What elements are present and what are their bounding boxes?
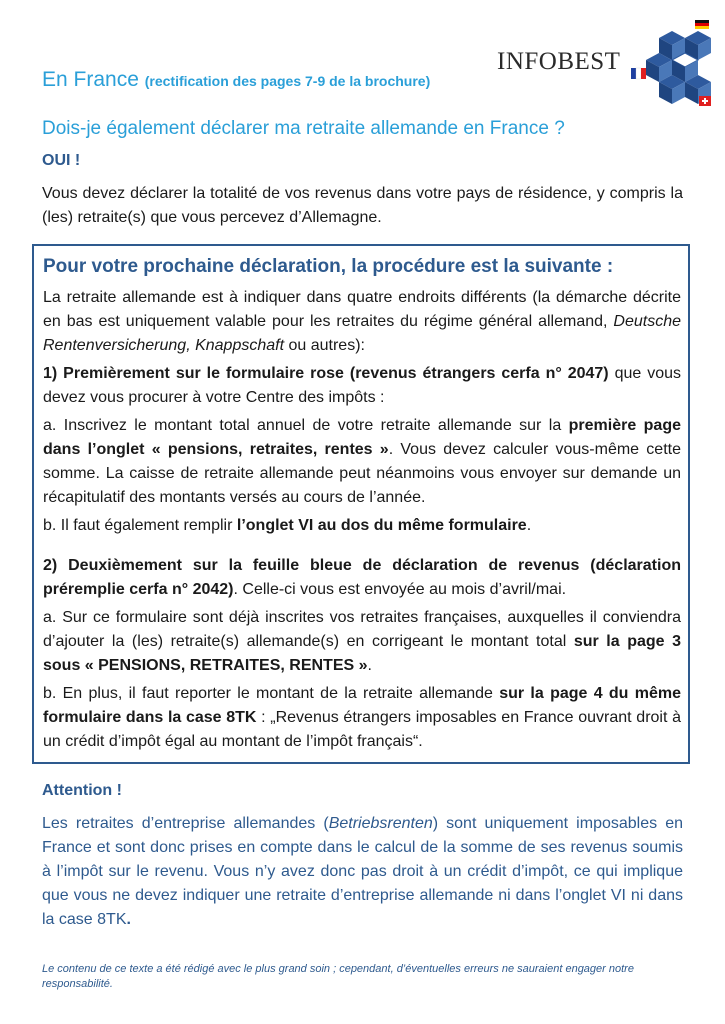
- answer-label: OUI !: [42, 152, 81, 169]
- page-title: [42, 68, 430, 92]
- disclaimer-footer: Le contenu de ce texte a été rédigé avec le plus grand soin ; cependant, d’éventuelles erreurs ne sauraient engager notre responsabilité.: [42, 963, 634, 990]
- step-1a: a. Inscrivez le montant total annuel de votre retraite allemande sur la première page dans l’onglet « pensions, retraites, rentes ». Vous devez calculer vous-même cette somme. La caisse de retraite allemande peut néanmoins vous envoyer sur demande un récapitulatif des montants versés au cours de l’année.: [43, 417, 681, 506]
- step-2a: a. Sur ce formulaire sont déjà inscrites vos retraites françaises, auxquelles il conviendra d’ajouter la (les) retraite(s) allemande(s) en corrigeant le montant total sur la page 3 sous « PENSIONS, RETRAITES, RENTES ».: [43, 609, 682, 674]
- page-title-sub: (rectification des pages 7-9 de la brochure): [144, 73, 431, 89]
- procedure-intro: La retraite allemande est à indiquer dans quatre endroits différents (la démarche décrite en bas est uniquement valable pour les retraites du régime général allemand, Deutsche Rentenversicherung, Knappschaft ou autres):: [43, 289, 681, 354]
- step-1b: b. Il faut également remplir l’onglet VI au dos du même formulaire.: [43, 517, 532, 534]
- attention-heading: Attention !: [42, 782, 122, 799]
- infobest-cube-logo-icon: [629, 18, 715, 108]
- step-2b: b. En plus, il faut reporter le montant de la retraite allemande sur la page 4 du même formulaire dans la case 8TK : „Revenus étrangers imposables en France ouvrant droit à un crédit d’impôt égal au montant de l’impôt français“.: [43, 685, 682, 750]
- attention-paragraph: Les retraites d’entreprise allemandes (Betriebsrenten) sont uniquement imposables en France et sont donc prises en compte dans le calcul de la somme de ses revenus soumis à l’impôt sur le revenu. Vous n’y avez donc pas droit à un crédit d’impôt, ce qui implique que vous ne devez indiquer une retraite d’entreprise allemande ni dans l’onglet VI ni dans la case 8TK.: [42, 815, 683, 928]
- step-2: 2) Deuxièmement sur la feuille bleue de déclaration de revenus (déclaration préremplie cerfa n° 2042). Celle-ci vous est envoyée au mois d’avril/mai.: [43, 557, 681, 598]
- procedure-title: Pour votre prochaine déclaration, la procédure est la suivante :: [43, 256, 614, 277]
- procedure-box: [32, 244, 690, 764]
- page-title-main: En France: [42, 68, 139, 91]
- step-1: 1) Premièrement sur le formulaire rose (revenus étrangers cerfa n° 2047) que vous devez vous procurer à votre Centre des impôts :: [43, 365, 682, 406]
- intro-paragraph: Vous devez déclarer la totalité de vos revenus dans votre pays de résidence, y compris la (les) retraite(s) que vous percevez d’Allemagne.: [42, 185, 683, 226]
- logo-text: INFOBEST: [497, 48, 621, 75]
- question-heading: Dois-je également déclarer ma retraite allemande en France ?: [42, 118, 565, 139]
- logo: [497, 18, 717, 108]
